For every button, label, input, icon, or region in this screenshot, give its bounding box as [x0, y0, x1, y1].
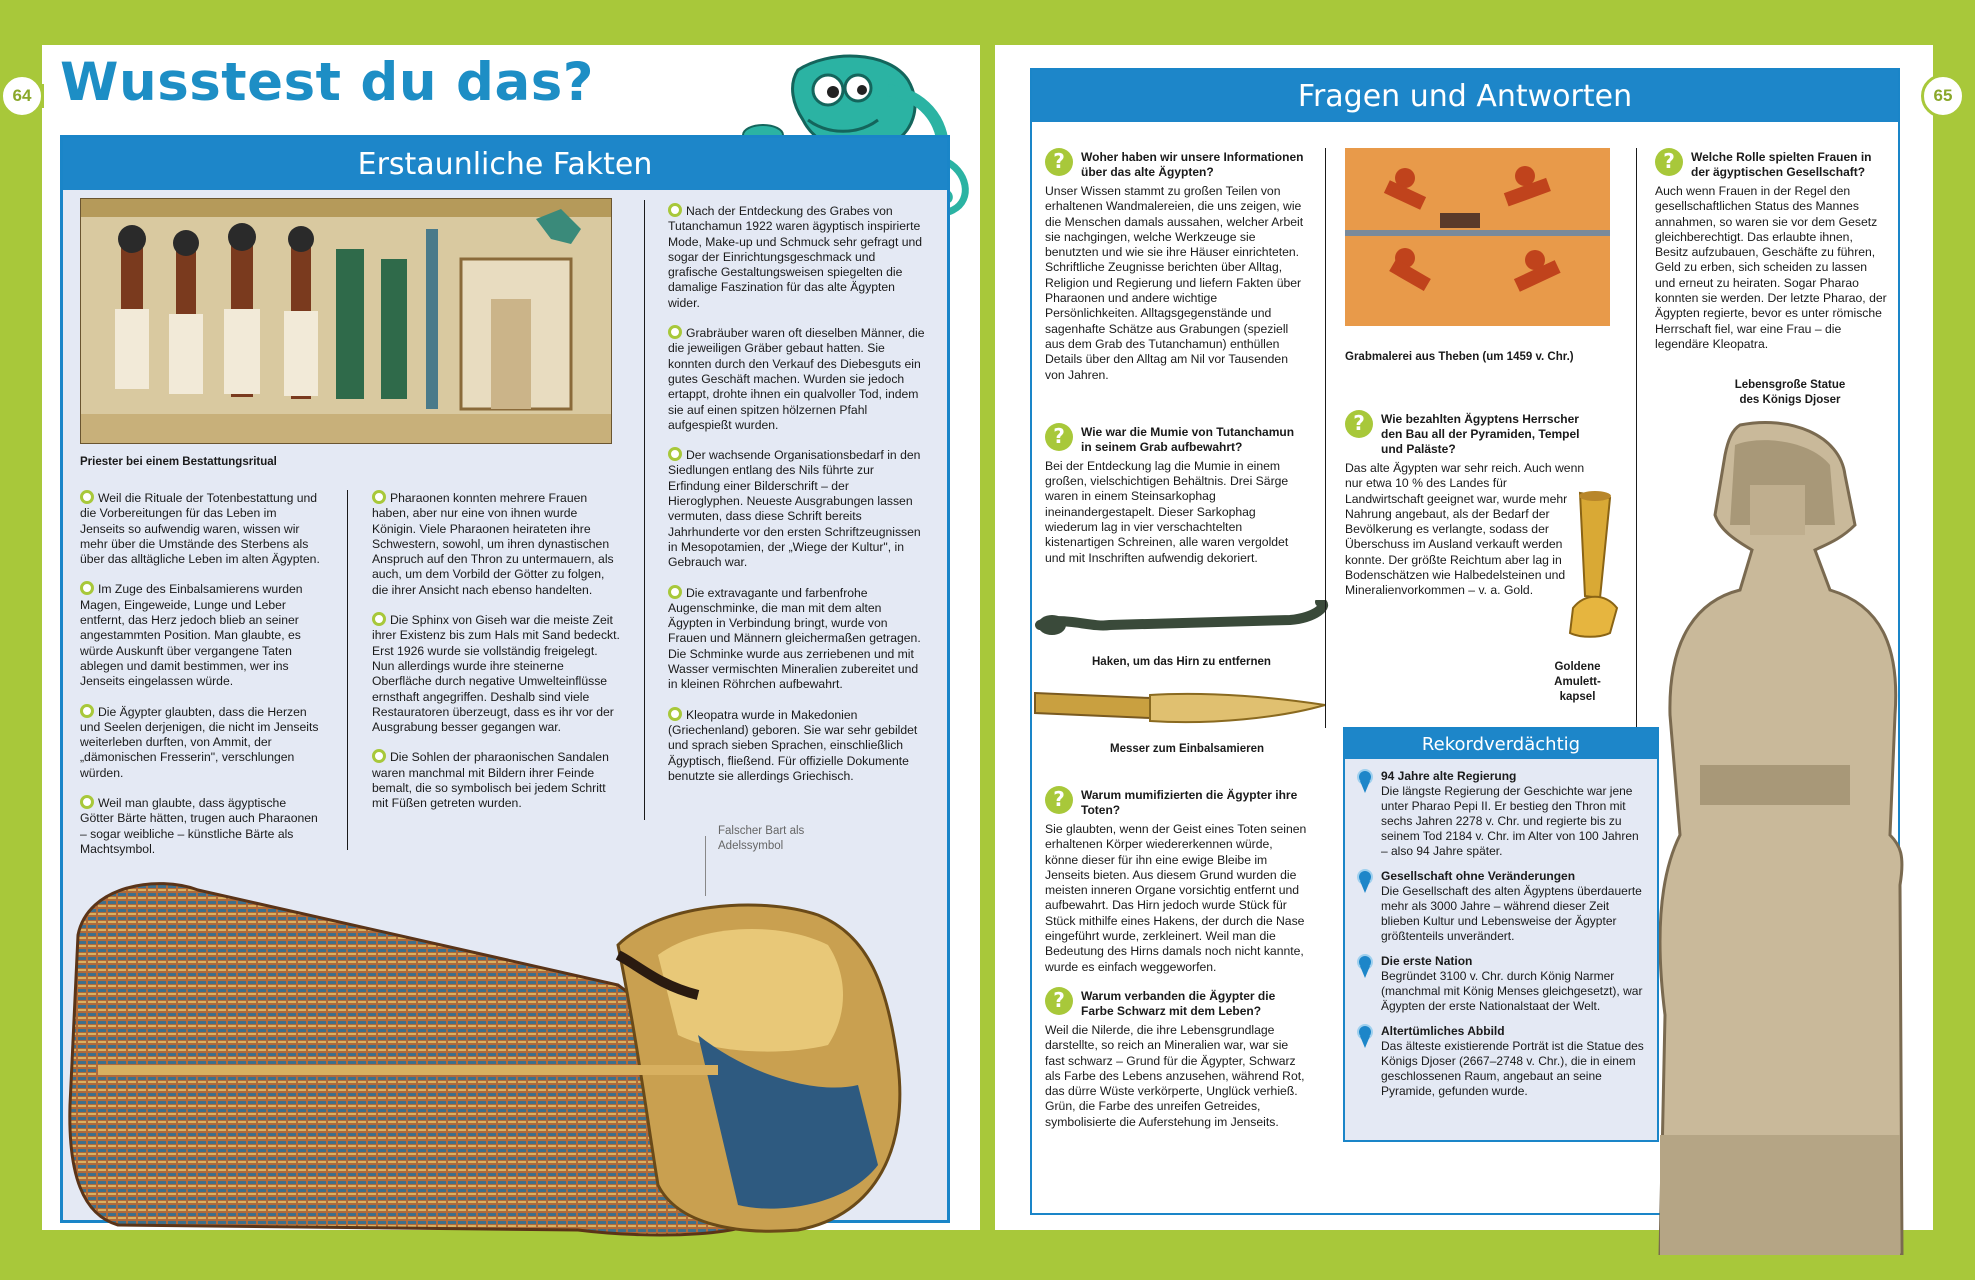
fact-item: Die Ägypter glaubten, dass die Herzen und Seelen derjenigen, die nicht im Jenseits weiterleben durften, von Ammit, der „dämonischen Fresserin", verschlungen würden. — [80, 704, 319, 780]
fact-item: Weil die Rituale der Totenbestattung und die Vorbereitungen für das Leben im Jenseits so aufwendig waren, wissen wir mehr über die Umstände des Sterbens als über das alltägliche Leben im alten Ägypten. — [80, 491, 320, 567]
question: ? Wie bezahlten Ägyptens Herrscher den Bau all der Pyramiden, Tempel und Paläste? — [1345, 410, 1585, 457]
question-mark-icon: ? — [1045, 148, 1073, 176]
answer: Auch wenn Frauen in der Regel den gesellschaftlichen Status des Mannes annahmen, so waren sie vor dem Gesetz gleichberechtigt. Das erlaubte ihnen, Besitz aufzubauen, Geschäfte zu führen, Geld zu erben, sich scheiden zu lassen und erneut zu heiraten. Sogar Pharao konnten sie werden. Der letzte Pharao, der Ägypten regierte, bevor es unter römische Herrschaft fiel, war eine Frau – die legendäre Kleopatra. — [1655, 184, 1887, 351]
question-mark-icon: ? — [1045, 987, 1073, 1015]
record-header: Rekordverdächtig — [1345, 729, 1657, 759]
qa-column-3 — [1655, 148, 1887, 368]
question: ? Warum mumifizierten die Ägypter ihre Toten? — [1045, 786, 1307, 818]
fact-item: Pharaonen konnten mehrere Frauen haben, aber nur eine von ihnen wurde Königin. Viele Pharaonen heirateten ihre Schwestern, sowohl, um ihren dynastischen Anspruch auf den Thron zu untermauern, als auch, um dem Vorbild der Götter zu folgen, die ihrer Ansicht nach ebenso handelten. — [372, 491, 614, 597]
award-ribbon-icon — [1357, 769, 1373, 795]
record-item: Altertümliches Abbild Das älteste existierende Porträt ist die Statue des Königs Djoser (2667–2748 v. Chr.), die in einem geschlossenen Raum, angebaut an seine Pyramide, gefunden wurde. — [1357, 1024, 1647, 1099]
record-box — [1343, 727, 1659, 1142]
question: ? Woher haben wir unsere Informationen über das alte Ägypten? — [1045, 148, 1307, 180]
amulet-caption: Goldene Amulett-kapsel — [1554, 661, 1601, 703]
knife-image — [1030, 673, 1330, 743]
tutankhamun-coffin-image — [58, 845, 983, 1240]
bullet-circle-icon — [372, 490, 386, 504]
fact-item: Der wachsende Organisationsbedarf in den Siedlungen entlang des Nils führte zur Erfindung einer Bilderschrift – der Hieroglyphen. Neueste Ausgrabungen lassen vermuten, dass diese Schrift bereits Jahrhunderte vor den ersten Schriftzeugnissen in Mesopotamien, der „Wiege der Kultur", in Gebrauch war. — [668, 448, 921, 570]
bullet-circle-icon — [372, 612, 386, 626]
djoser-statue-image — [1640, 415, 1925, 1255]
fact-item: Weil man glaubte, dass ägyptische Götter Bärte hätten, trugen auch Pharaonen – sogar weibliche – künstliche Bärte als Machtsymbol. — [80, 796, 318, 856]
award-ribbon-icon — [1357, 1024, 1373, 1050]
bullet-circle-icon — [668, 707, 682, 721]
page-number-right: 65 — [1921, 74, 1965, 118]
amulet-image — [1555, 488, 1625, 643]
question: ? Wie war die Mumie von Tutanchamun in seinem Grab aufbewahrt? — [1045, 423, 1307, 455]
answer: Weil die Nilerde, die ihre Lebensgrundlage darstellte, so reich an Mineralien war, war sie fast schwarz – Grund für die Ägypter, Schwarz als Farbe des Lebens anzusehen, während Rot, das dürre Wüste verkörperte, Unglück verhieß. Grün, die Farbe des unreifen Getreides, symbolisierte die Auferstehung im Jenseits. — [1045, 1022, 1305, 1129]
mural-caption: Grabmalerei aus Theben (um 1459 v. Chr.) — [1345, 351, 1574, 363]
answer: Das alte Ägypten war sehr reich. Auch wenn nur etwa 10 % des Landes für Landwirtschaft geeignet war, wurde mehr Nahrung angebaut, als der Bedarf der Bevölkerung es verlangte, sodass der Überschuss im Ausland verkauft werden konnte. Der größte Reichtum aber lag in Bodenschätzen wie Halbedelsteinen und Mineralienvorkommen – v. a. Gold. — [1345, 461, 1585, 598]
page-number-left: 64 — [0, 74, 44, 118]
knife-caption: Messer zum Einbalsamieren — [1110, 743, 1265, 755]
bullet-circle-icon — [80, 704, 94, 718]
fact-item: Nach der Entdeckung des Grabes von Tutanchamun 1922 waren ägyptisch inspirierte Mode, Make-up und Schmuck sehr gefragt und sogar der Einrichtungsgeschmack und grafische Gestaltungsweisen spiegelten die damalige Faszination für das alte Ägypten wider. — [668, 204, 923, 310]
answer: Bei der Entdeckung lag die Mumie in einem großen, vielschichtigen Behältnis. Drei Särge waren in einem Steinsarkophag ineinandergestapelt. Dieser Sarkophag wiederum lag in vier verschachtelten kistenartigen Schreinen, alle waren vergoldet und mit Inschriften aufwendig dekoriert. — [1045, 458, 1289, 565]
fact-item: Die Sohlen der pharaonischen Sandalen waren manchmal mit Bildern ihrer Feinde bemalt, die so symbolisch bei jedem Schritt mit Füßen getreten wurden. — [372, 750, 609, 811]
question: ? Warum verbanden die Ägypter die Farbe Schwarz mit dem Leben? — [1045, 987, 1307, 1019]
qa-column-2 — [1345, 410, 1585, 615]
record-item: Die erste Nation Begründet 3100 v. Chr. durch König Narmer (manchmal mit König Menses gleichgesetzt), war Ägypten der erste Nationalstaat der Welt. — [1357, 954, 1647, 1014]
qa-header: Fragen und Antworten — [1032, 70, 1898, 122]
question: ? Welche Rolle spielten Frauen in der ägyptischen Gesellschaft? — [1655, 148, 1887, 180]
bullet-circle-icon — [668, 325, 682, 339]
question-mark-icon: ? — [1655, 148, 1683, 176]
bullet-circle-icon — [80, 795, 94, 809]
column-divider — [1325, 148, 1326, 728]
hook-caption: Haken, um das Hirn zu entfernen — [1092, 656, 1271, 668]
facts-header: Erstaunliche Fakten — [63, 138, 947, 190]
column-divider — [644, 200, 645, 820]
facts-column-1 — [80, 490, 322, 871]
statue-caption: Lebensgroße Statue des Königs Djoser — [1734, 379, 1846, 406]
question-mark-icon: ? — [1345, 410, 1373, 438]
column-divider — [347, 490, 348, 850]
answer: Sie glaubten, wenn der Geist eines Toten seinen erhaltenen Körper wiedererkennen würde, könne dieser für ihn eine ewige Bleibe im Jenseits bieten. Aus diesem Grund wurden die meisten inneren Organe vorsichtig entfernt und aufbewahrt. Das Hirn jedoch wurde Stück für Stück mithilfe eines Hakens, der durch die Nase eingeführt wurde, zerkleinert. Weil man die Bedeutung des Hirns damals noch nicht kannte, wurde es einfach weggeworfen. — [1045, 821, 1307, 974]
painting-caption: Priester bei einem Bestattungsritual — [80, 456, 277, 468]
beard-label: Falscher Bart als Adelssymbol — [718, 825, 805, 852]
bullet-circle-icon — [80, 581, 94, 595]
facts-column-2 — [372, 490, 620, 826]
record-item: 94 Jahre alte Regierung Die längste Regierung der Geschichte war jene unter Pharao Pepi II. Er bestieg den Thron mit sechs Jahren 2278 v. Chr. und regierte bis zu seinem Tod 2184 v. Chr. im Alter von 100 Jahren – also 94 Jahre später. — [1357, 769, 1647, 859]
bullet-circle-icon — [80, 490, 94, 504]
bullet-circle-icon — [668, 585, 682, 599]
page-title: Wusstest du das? — [60, 52, 595, 113]
fact-item: Die extravagante und farbenfrohe Augenschminke, die man mit dem alten Ägypten in Verbindung bringt, wurde von Frauen und Männern gleichermaßen getragen. Die Schminke wurde aus zerriebenen und mit Wasser vermischten Mineralien zubereitet und in kleinen Röhrchen aufbewahrt. — [668, 585, 921, 692]
fact-item: Kleopatra wurde in Makedonien (Griechenland) geboren. Sie war sehr gebildet und sprach sieben Sprachen, einschließlich Ägyptisch, fließend. Für offizielle Dokumente benutzte sie allerdings Griechisch. — [668, 707, 918, 783]
question-mark-icon: ? — [1045, 786, 1073, 814]
facts-column-3 — [668, 203, 926, 798]
column-divider — [1636, 148, 1637, 728]
answer: Unser Wissen stammt zu großen Teilen von erhaltenen Wandmalereien, die uns zeigen, wie die Menschen damals aussahen, welcher Arbeit sie nachgingen, welche Werkzeuge sie benutzten und wie sie ihre Häuser einrichteten. Schriftliche Zeugnisse berichten über Alltag, Religion und Regierung und liefern Fakten über Pharaonen und andere wichtige Persönlichkeiten. Alltagsgegenstände und sagenhafte Schätze aus Grabungen (speziell aus dem Grab des Tutanchamun) enthüllen Details über den Alltag am Nil vor Tausenden von Jahren. — [1045, 184, 1304, 382]
question-mark-icon: ? — [1045, 423, 1073, 451]
fact-item: Im Zuge des Einbalsamierens wurden Magen, Eingeweide, Lunge und Leber entfernt, das Herz jedoch blieb an seiner angestammten Position. Man glaubte, es würde Auskunft über vergangene Taten ablegen und damit bestimmen, wer ins Jenseits eingelassen würde. — [80, 582, 303, 689]
fact-item: Grabräuber waren oft dieselben Männer, die die jeweiligen Gräber gebaut hatten. Sie konnten durch den Verkauf des Diebesguts ein gutes Geschäft machen. Wurden sie jedoch ertappt, drohte ihnen ein qualvoller Tod, indem sie auf einen spitzen hölzernen Pfahl aufgespießt wurden. — [668, 326, 925, 432]
hook-image — [1030, 600, 1340, 660]
fact-item: Die Sphinx von Giseh war die meiste Zeit ihrer Existenz bis zum Hals mit Sand bedeckt. Erst 1926 wurde sie vollständig freigelegt. Nun allerdings wurde ihre steinerne Oberfläche durch negative Umwelteinflüsse ernsthaft angegriffen. Deshalb sind viele Restauratoren überzeugt, dass es ihr vor der Ausgrabung besser gegangen war. — [372, 613, 620, 735]
award-ribbon-icon — [1357, 869, 1373, 895]
record-item: Gesellschaft ohne Veränderungen Die Gesellschaft des alten Ägyptens überdauerte mehr als 3000 Jahre – während dieser Zeit blieben Kultur und Lebensweise der Ägypter größtenteils unverändert. — [1357, 869, 1647, 944]
burial-ritual-painting — [80, 198, 612, 444]
award-ribbon-icon — [1357, 954, 1373, 980]
theben-mural-image — [1345, 148, 1610, 326]
bullet-circle-icon — [372, 749, 386, 763]
bullet-circle-icon — [668, 203, 682, 217]
bullet-circle-icon — [668, 447, 682, 461]
